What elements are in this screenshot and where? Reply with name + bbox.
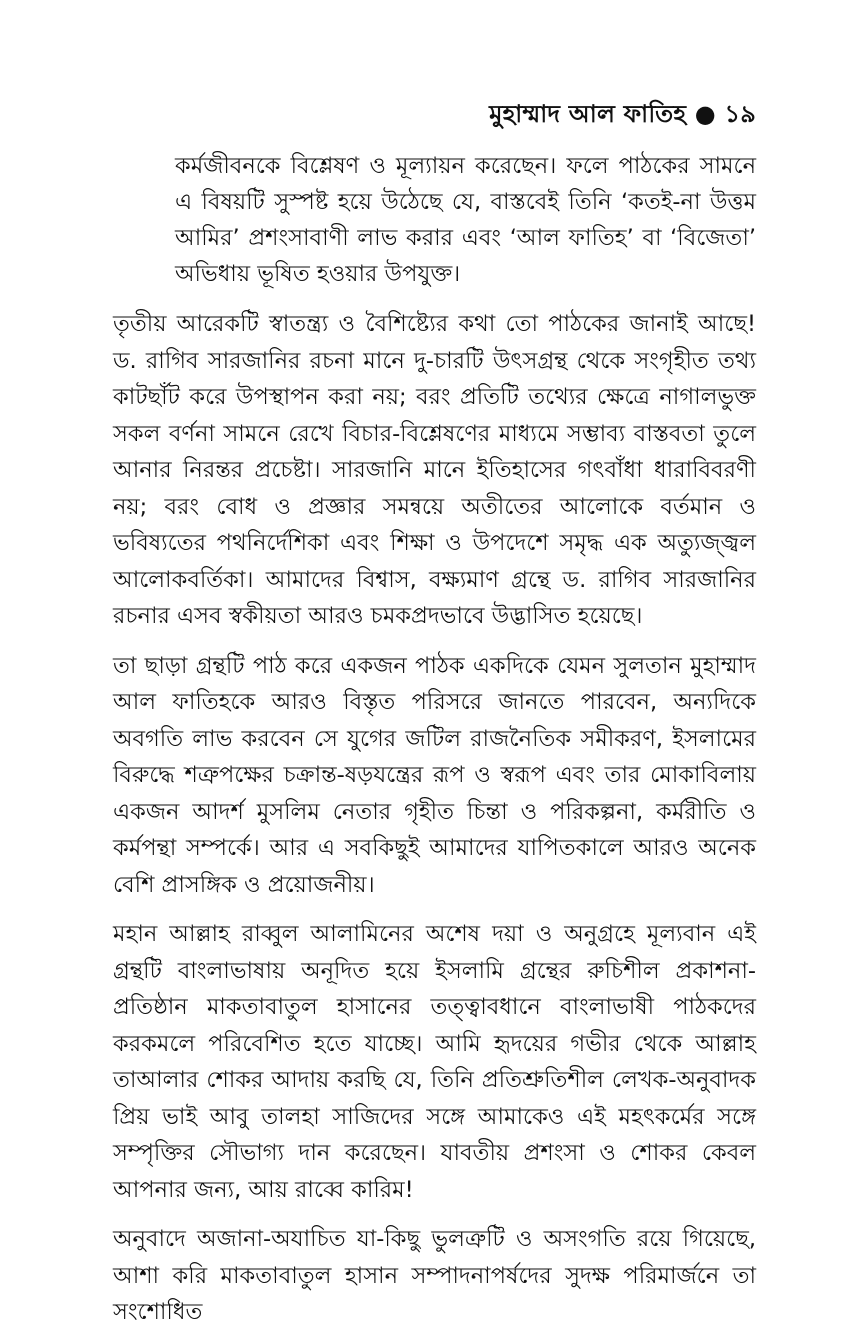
paragraph-reader-benefit: তা ছাড়া গ্রন্থটি পাঠ করে একজন পাঠক একদিকে যেমন সুলতান মুহাম্মাদ আল ফাতিহকে আরও বিস্তৃত পরিসরে জানতে পারবেন, অন্যদিকে অবগতি লাভ করবেন সে যুগের জটিল রাজনৈতিক সমীকরণ, ইসলামের বিরুদ্ধে শত্রুপক্ষের চক্রান্ত-ষড়যন্ত্রের রূপ ও স্বরূপ এবং তার মোকাবিলায় একজন আদর্শ মুসলিম নেতার গৃহীত চিন্তা ও পরিকল্পনা, কর্মরীতি ও কর্মপন্থা সম্পর্কে। আর এ সবকিছুই আমাদের যাপিতকালে আরও অনেক বেশি প্রাসঙ্গিক ও প্রয়োজনীয়। (113, 652, 756, 898)
paragraph-gratitude: মহান আল্লাহ রাব্বুল আলামিনের অশেষ দয়া ও অনুগ্রহে মূল্যবান এই গ্রন্থটি বাংলাভাষায় অনূদিত হয়ে ইসলামি গ্রন্থের রুচিশীল প্রকাশনা-প্রতিষ্ঠান মাকতাবাতুল হাসানের তত্ত্বাবধানে বাংলাভাষী পাঠকদের করকমলে পরিবেশিত হতে যাচ্ছে। আমি হৃদয়ের গভীর থেকে আল্লাহ তাআলার শোকর আদায় করছি যে, তিনি প্রতিশ্রুতিশীল লেখক-অনুবাদক প্রিয় ভাই আবু তালহা সাজিদের সঙ্গে আমাকেও এই মহৎকর্মের সঙ্গে সম্পৃক্তির সৌভাগ্য দান করেছেন। যাবতীয় প্রশংসা ও শোকর কেবল আপনার জন্য, আয় রাব্বে কারিম! (113, 921, 756, 1203)
block-quote: কর্মজীবনকে বিশ্লেষণ ও মূল্যায়ন করেছেন। ফলে পাঠকের সামনে এ বিষয়টি সুস্পষ্ট হয়ে উঠেছে যে, বাস্তবেই তিনি ‘কতই-না উত্তম আমির’ প্রশংসাবাণী লাভ করার এবং ‘আল ফাতিহ’ বা ‘বিজেতা’ অভিধায় ভূষিত হওয়ার উপযুক্ত। (175, 153, 756, 287)
paragraph-translation-note: অনুবাদে অজানা-অযাচিত যা-কিছু ভুলত্রুটি ও অসংগতি রয়ে গিয়েছে, আশা করি মাকতাবাতুল হাসান সম্পাদনাপর্ষদের সুদক্ষ পরিমার্জনে তা সংশোধিত (113, 1226, 756, 1325)
running-head: মুহাম্মাদ আল ফাতিহ ● ১৯ (489, 100, 756, 128)
paragraph-distinctiveness: তৃতীয় আরেকটি স্বাতন্ত্র্য ও বৈশিষ্ট্যের কথা তো পাঠকের জানাই আছে! ড. রাগিব সারজানির রচনা মানে দু-চারটি উৎসগ্রন্থ থেকে সংগৃহীত তথ্য কাটছাঁট করে উপস্থাপন করা নয়; বরং প্রতিটি তথ্যের ক্ষেত্রে নাগালভুক্ত সকল বর্ণনা সামনে রেখে বিচার-বিশ্লেষণের মাধ্যমে সম্ভাব্য বাস্তবতা তুলে আনার নিরন্তর প্রচেষ্টা। সারজানি মানে ইতিহাসের গৎবাঁধা ধারাবিবরণী নয়; বরং বোধ ও প্রজ্ঞার সমন্বয়ে অতীতের আলোকে বর্তমান ও ভবিষ্যতের পথনির্দেশিকা এবং শিক্ষা ও উপদেশে সমৃদ্ধ এক অত্যুজ্জ্বল আলোকবর্তিকা। আমাদের বিশ্বাস, বক্ষ্যমাণ গ্রন্থে ড. রাগিব সারজানির রচনার এসব স্বকীয়তা আরও চমকপ্রদভাবে উদ্ভাসিত হয়েছে। (113, 311, 756, 629)
page-body (113, 148, 756, 1344)
